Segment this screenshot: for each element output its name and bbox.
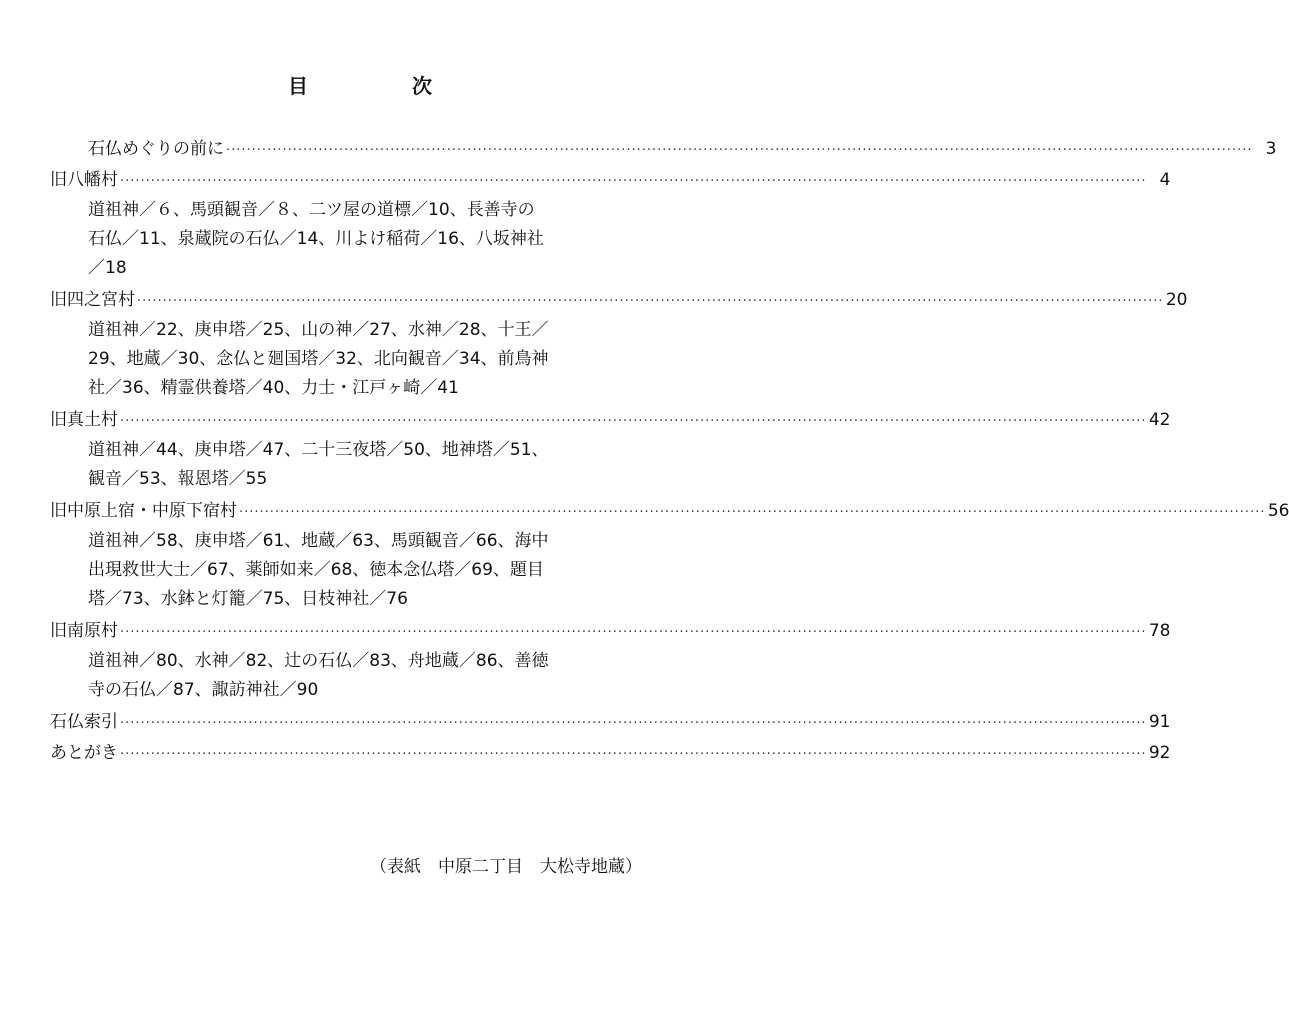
toc-subentry-line: 道祖神／58、庚申塔／61、地蔵／63、馬頭観音／66、海中: [88, 531, 549, 551]
dot-leader: ········································································································································································································: [226, 143, 1253, 158]
toc-entry-page-number: 92: [1148, 743, 1171, 763]
dot-leader: ········································································································································································································: [120, 625, 1147, 640]
toc-subentry-line: ／18: [88, 258, 127, 278]
toc-subentry-line: 道祖神／22、庚申塔／25、山の神／27、水神／28、十王／: [88, 320, 549, 340]
toc-entry-page-number: 20: [1165, 290, 1188, 310]
toc-subentries: [50, 647, 662, 705]
toc-subentry-line: 社／36、精霊供養塔／40、力士・江戸ヶ崎／41: [88, 378, 459, 398]
toc-entry-page-number: 3: [1265, 139, 1277, 159]
toc-entry-page-number: 56: [1267, 501, 1289, 521]
toc-entry: [50, 134, 1277, 165]
dot-leader: ········································································································································································································: [120, 174, 1147, 189]
toc-entry-page-number: 42: [1148, 410, 1171, 430]
toc-entry-label: 石仏めぐりの前に: [88, 139, 224, 159]
toc-subentries: [50, 316, 662, 403]
toc-subentry-line: 寺の石仏／87、諏訪神社／90: [88, 680, 319, 700]
toc-subentries: [50, 196, 662, 283]
toc-subentry-line: 道祖神／６、馬頭観音／８、二ツ屋の道標／10、長善寺の: [88, 200, 535, 220]
dot-leader: ········································································································································································································: [120, 716, 1147, 731]
toc-entry: [50, 707, 1171, 738]
dot-leader: ········································································································································································································: [120, 414, 1147, 429]
toc-subentry-line: 塔／73、水鉢と灯籠／75、日枝神社／76: [88, 589, 408, 609]
toc-entry: [50, 165, 1171, 196]
toc-entry: [50, 496, 1289, 527]
toc-entry-label: 石仏索引: [50, 712, 118, 732]
dot-leader: ········································································································································································································: [137, 294, 1164, 309]
toc-subentry-line: 出現救世大士／67、薬師如来／68、徳本念仏塔／69、題目: [88, 560, 544, 580]
toc-subentries: [50, 436, 662, 494]
page-title: 目 次: [288, 74, 474, 98]
toc-entry-label: 旧四之宮村: [50, 290, 135, 310]
toc-entry-label: 旧中原上宿・中原下宿村: [50, 501, 237, 521]
toc-entry-page-number: 4: [1159, 170, 1171, 190]
toc-subentry-line: 道祖神／80、水神／82、辻の石仏／83、舟地蔵／86、善徳: [88, 651, 549, 671]
toc-entry-label: 旧真土村: [50, 410, 118, 430]
toc-entry-label: 旧八幡村: [50, 170, 118, 190]
toc-entry-page-number: 91: [1148, 712, 1171, 732]
toc-subentry-line: 道祖神／44、庚申塔／47、二十三夜塔／50、地神塔／51、: [88, 440, 549, 460]
toc-entry: [50, 616, 1171, 647]
dot-leader: ········································································································································································································: [120, 747, 1147, 762]
cover-credit: （表紙 中原二丁目 大松寺地蔵）: [370, 857, 642, 877]
dot-leader: ········································································································································································································: [239, 505, 1266, 520]
toc-subentries: [50, 527, 662, 614]
toc-entry-page-number: 78: [1148, 621, 1171, 641]
toc-entry: [50, 405, 1171, 436]
toc-entry: [50, 738, 1171, 769]
toc-entry: [50, 285, 1188, 316]
toc-entry-label: 旧南原村: [50, 621, 118, 641]
toc-entry-label: あとがき: [50, 743, 118, 763]
toc-subentry-line: 観音／53、報恩塔／55: [88, 469, 268, 489]
table-of-contents: [50, 134, 1289, 769]
toc-subentry-line: 石仏／11、泉蔵院の石仏／14、川よけ稲荷／16、八坂神社: [88, 229, 544, 249]
toc-subentry-line: 29、地蔵／30、念仏と廻国塔／32、北向観音／34、前鳥神: [88, 349, 549, 369]
